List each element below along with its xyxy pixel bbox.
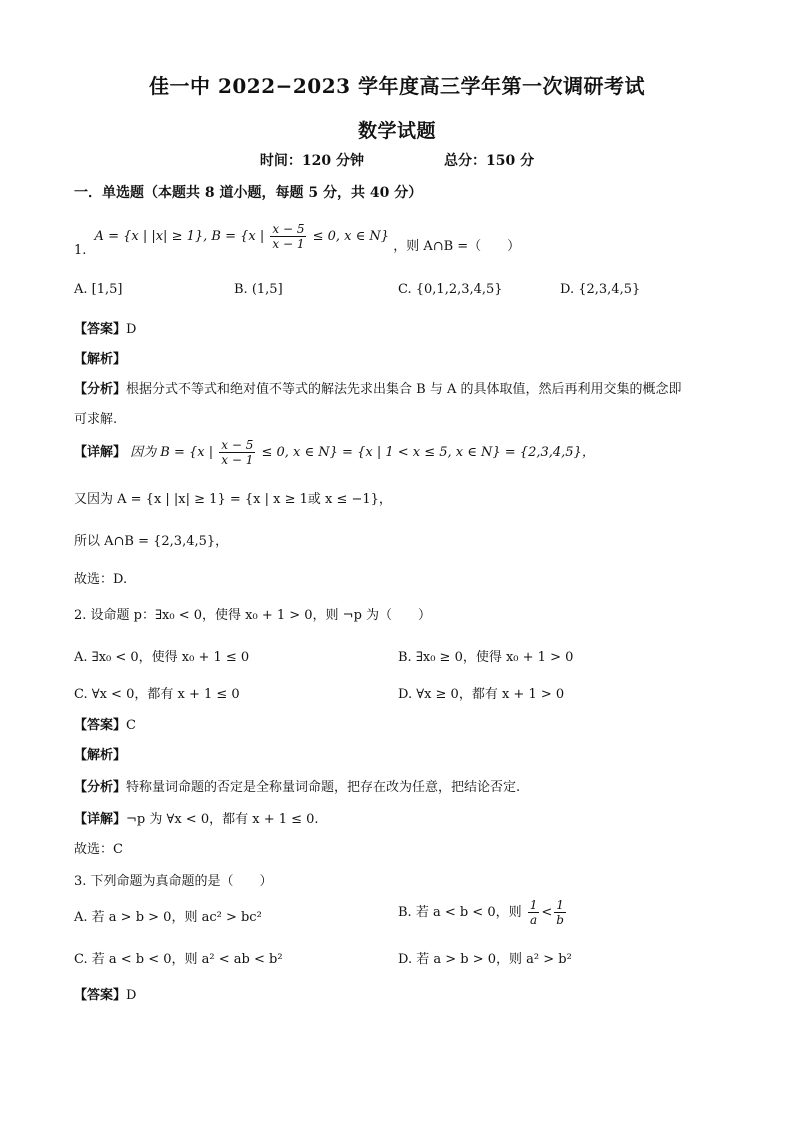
exam-time: 时间：120 分钟 bbox=[259, 153, 364, 169]
q2-option-a: A. ∃x₀ < 0，使得 x₀ + 1 ≤ 0 bbox=[74, 650, 250, 665]
q1-set-b-tail: ≤ 0, x ∈ N} bbox=[312, 229, 390, 244]
exam-meta bbox=[0, 150, 794, 170]
q3-option-b: B. 若 a < b < 0，则 $\frac{1}{a}$ < $\frac{1}{b}$ bbox=[398, 898, 564, 927]
q2-stem: 2. 设命题 p：∃x₀ < 0，使得 x₀ + 1 > 0，则 ¬p 为（ ） bbox=[74, 608, 432, 623]
q1-stem bbox=[74, 222, 521, 258]
q1-option-b: B. (1,5] bbox=[234, 282, 283, 297]
exam-score: 总分：150 分 bbox=[444, 153, 535, 169]
q1-fenxi-cont: 可求解. bbox=[74, 412, 118, 427]
q1-analysis-label: 【解析】 bbox=[74, 352, 127, 367]
q1-number: 1. bbox=[74, 243, 87, 258]
q1-option-a: A. [1,5] bbox=[74, 282, 123, 297]
q2-option-d: D. ∀x ≥ 0，都有 x + 1 > 0 bbox=[398, 687, 565, 702]
q2-detail: 【详解】¬p 为 ∀x < 0，都有 x + 1 ≤ 0. bbox=[74, 812, 319, 827]
q3-option-a: A. 若 a > b > 0，则 ac² > bc² bbox=[74, 910, 262, 925]
q1-option-c: C. {0,1,2,3,4,5} bbox=[398, 282, 503, 297]
q1-option-d: D. {2,3,4,5} bbox=[560, 282, 641, 297]
q1-line-a: 又因为 A = {x | |x| ≥ 1} = {x | x ≥ 1或 x ≤ −1}， bbox=[74, 492, 392, 507]
section-heading: 一．单选题（本题共 8 道小题，每题 5 分，共 40 分） bbox=[74, 185, 423, 201]
q1-set-a: A = {x | |x| ≥ 1}, B = {x | bbox=[94, 229, 265, 244]
q3-stem: 3. 下列命题为真命题的是（ ） bbox=[74, 874, 273, 889]
q3-answer: 【答案】D bbox=[74, 988, 137, 1003]
q1-choose: 故选：D. bbox=[74, 572, 128, 587]
exam-subtitle: 数学试题 bbox=[357, 120, 436, 142]
exam-title: 佳一中 2022−2023 学年度高三学年第一次调研考试 bbox=[148, 74, 645, 98]
q2-fenxi: 【分析】特称量词命题的否定是全称量词命题，把存在改为任意，把结论否定. bbox=[74, 780, 521, 795]
q1-detail: 【详解】 因为 B = {x | $\frac{x - 5}{x - 1}$ ≤ 0, x ∈ N} = {x | 1 < x ≤ 5, x ∈ N} = {2,3,4,5}， bbox=[74, 438, 595, 467]
q1-ask: ，则 A∩B =（ ） bbox=[393, 239, 521, 254]
q2-choose: 故选：C bbox=[74, 842, 123, 857]
q2-option-c: C. ∀x < 0，都有 x + 1 ≤ 0 bbox=[74, 687, 240, 702]
q1-fenxi: 【分析】根据分式不等式和绝对值不等式的解法先求出集合 B 与 A 的具体取值，然后再利用交集的概念即 bbox=[74, 382, 682, 397]
q3-frac-1-over-a: $\frac{1}{a}$ bbox=[529, 898, 538, 927]
q1-detail-fraction: $\frac{x - 5}{x - 1}$ bbox=[221, 438, 254, 467]
q2-option-b: B. ∃x₀ ≥ 0，使得 x₀ + 1 > 0 bbox=[398, 650, 574, 665]
q3-option-c: C. 若 a < b < 0，则 a² < ab < b² bbox=[74, 952, 283, 967]
q2-analysis-label: 【解析】 bbox=[74, 748, 127, 763]
q1-line-so: 所以 A∩B = {2,3,4,5}， bbox=[74, 534, 229, 549]
q1-fraction: $\frac{x - 5}{x - 1}$ bbox=[272, 222, 305, 251]
q3-frac-1-over-b: $\frac{1}{b}$ bbox=[556, 898, 564, 927]
q1-answer: 【答案】D bbox=[74, 322, 137, 337]
q3-option-d: D. 若 a > b > 0，则 a² > b² bbox=[398, 952, 572, 967]
q2-answer: 【答案】C bbox=[74, 718, 136, 733]
